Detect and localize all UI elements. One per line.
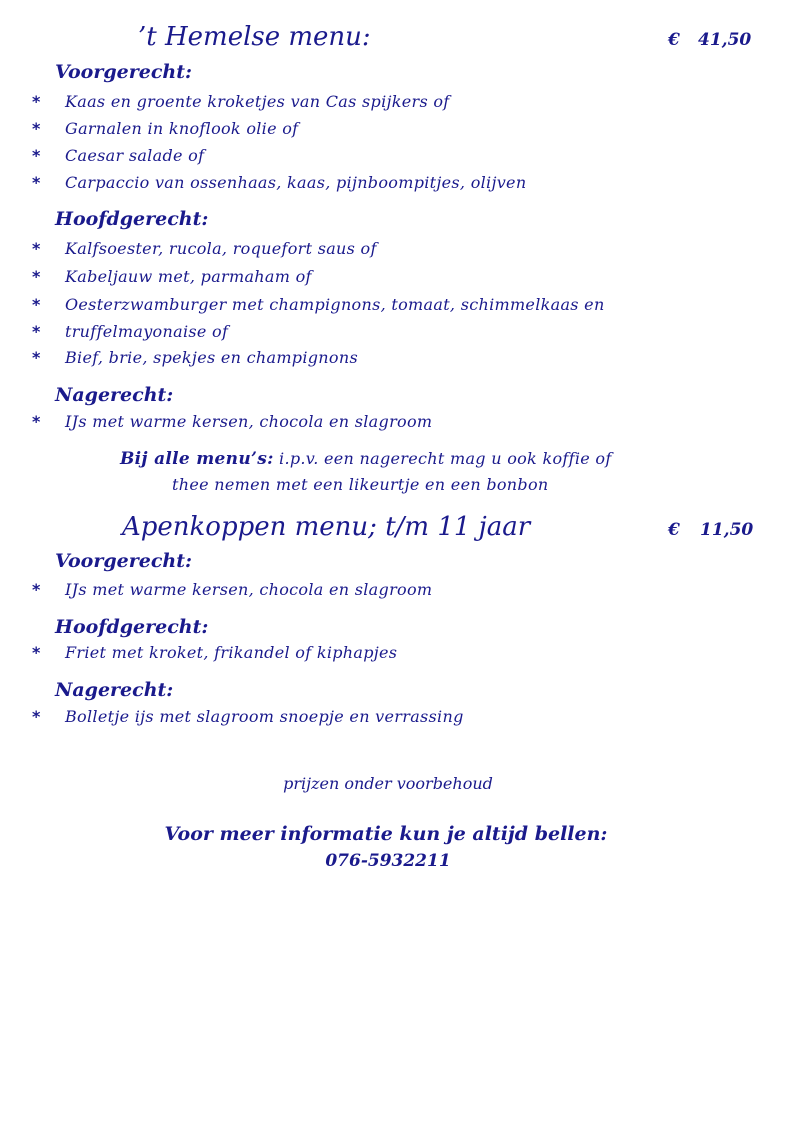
contact-line: Voor meer informatie kun je altijd bellen: [164, 823, 608, 845]
bullet-icon: * [32, 707, 41, 726]
menu1-main-3: Oesterzwamburger met champignons, tomaat, schimmelkaas en [65, 295, 605, 314]
menu1-note-text: i.p.v. een nagerecht mag u ook koffie of [273, 449, 612, 468]
bullet-icon: * [32, 295, 41, 314]
bullet-icon: * [32, 146, 41, 165]
bullet-icon: * [32, 580, 41, 599]
bullet-icon: * [32, 239, 41, 258]
bullet-icon: * [32, 92, 41, 111]
menu1-main-1: Kalfsoester, rucola, roquefort saus of [65, 239, 377, 258]
menu1-note-line1 [120, 449, 612, 469]
bullet-icon: * [32, 119, 41, 138]
menu1-note-bold: Bij alle menu’s: [120, 449, 274, 469]
bullet-icon: * [32, 267, 41, 286]
menu1-main-heading: Hoofdgerecht: [55, 208, 209, 230]
menu1-title: ’t Hemelse menu: [138, 22, 371, 52]
menu1-main-2: Kabeljauw met, parmaham of [65, 267, 312, 286]
menu1-currency: € [668, 30, 680, 50]
menu1-starter-4: Carpaccio van ossenhaas, kaas, pijnboompitjes, olijven [65, 173, 527, 192]
menu1-starter-heading: Voorgerecht: [55, 61, 192, 83]
menu2-price: 11,50 [700, 520, 754, 540]
menu2-starter-1: IJs met warme kersen, chocola en slagroom [65, 580, 433, 599]
bullet-icon: * [32, 643, 41, 662]
phone-number: 076-5932211 [325, 851, 451, 871]
menu1-starter-3: Caesar salade of [65, 146, 205, 165]
menu1-main-5: Bief, brie, spekjes en champignons [65, 348, 358, 367]
menu1-starter-2: Garnalen in knoflook olie of [65, 119, 299, 138]
menu1-note-line2: thee nemen met een likeurtje en een bonbon [172, 475, 549, 494]
menu1-price: 41,50 [698, 30, 752, 50]
bullet-icon: * [32, 348, 41, 367]
menu2-dessert-1: Bolletje ijs met slagroom snoepje en verrassing [65, 707, 464, 726]
menu1-dessert-1: IJs met warme kersen, chocola en slagroom [65, 412, 433, 431]
bullet-icon: * [32, 322, 41, 341]
menu1-dessert-heading: Nagerecht: [55, 384, 174, 406]
menu2-dessert-heading: Nagerecht: [55, 679, 174, 701]
bullet-icon: * [32, 412, 41, 431]
bullet-icon: * [32, 173, 41, 192]
menu2-currency: € [668, 520, 680, 540]
menu2-title: Apenkoppen menu; t/m 11 jaar [122, 512, 531, 542]
menu2-main-heading: Hoofdgerecht: [55, 616, 209, 638]
menu2-main-1: Friet met kroket, frikandel of kiphapjes [65, 643, 398, 662]
menu2-starter-heading: Voorgerecht: [55, 550, 192, 572]
menu1-main-4: truffelmayonaise of [65, 322, 229, 341]
menu1-starter-1: Kaas en groente kroketjes van Cas spijkers of [65, 92, 450, 111]
price-disclaimer: prijzen onder voorbehoud [283, 774, 493, 793]
